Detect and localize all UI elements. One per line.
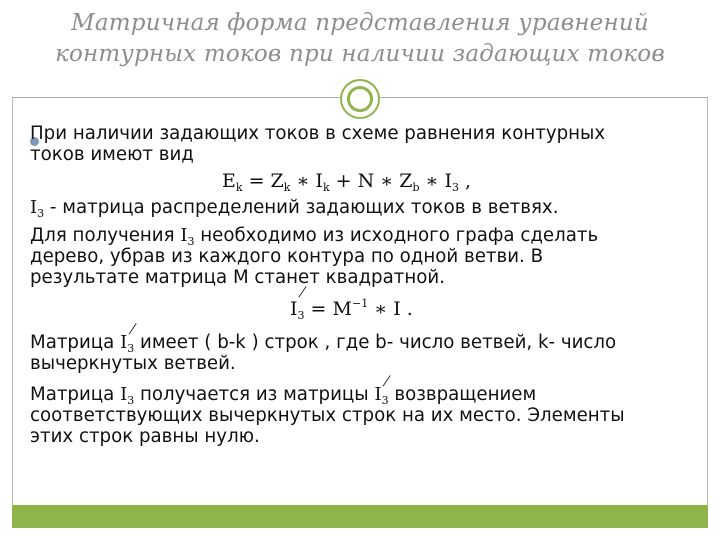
- p5-symbol-2-letter: I: [374, 384, 382, 405]
- eq1-E: E: [222, 170, 236, 192]
- paragraph-5-line-3: этих строк равны нулю.: [30, 426, 260, 447]
- eq2-lhs-sub: 3: [297, 309, 305, 322]
- eq1-N: N: [357, 170, 375, 192]
- equation-contour-currents: [222, 170, 471, 194]
- eq2-M-exponent: −1: [351, 297, 369, 310]
- p4-symbol: [120, 322, 138, 353]
- eq1-Zb: Z: [399, 170, 413, 192]
- eq2-lhs: [290, 285, 308, 320]
- eq1-star-2: ∗: [374, 170, 400, 192]
- p5-symbol-2: [374, 374, 392, 405]
- eq2-equals: =: [304, 298, 333, 320]
- p2-symbol-sub: 3: [37, 207, 45, 220]
- p4-text-a: Матрица: [30, 332, 121, 353]
- eq2-rhs: I .: [393, 298, 413, 320]
- p5-prime-mark: /: [381, 374, 392, 389]
- paragraph-1-line-1: При наличии задающих токов в схеме равнения контурных: [30, 123, 606, 144]
- eq1-I: I: [315, 170, 323, 192]
- eq2-M: M: [332, 298, 352, 320]
- equation-i3-prime: [290, 285, 413, 322]
- p4-text-b: имеет ( b-k ) строк , где b- число ветвей, k- число: [134, 332, 617, 353]
- p3-text-b: необходимо из исходного графа сделать: [194, 225, 599, 246]
- paragraph-1-line-2: токов имеют вид: [30, 144, 194, 165]
- paragraph-2: [30, 198, 558, 224]
- eq1-I3: I: [444, 170, 452, 192]
- p5-symbol: I: [120, 384, 128, 405]
- p4-symbol-sub: 3: [127, 342, 135, 355]
- eq1-equals: =: [242, 170, 271, 192]
- eq1-Zb-sub: b: [412, 181, 420, 194]
- p3-symbol-sub: 3: [187, 235, 195, 248]
- eq2-star: ∗: [368, 298, 394, 320]
- p4-symbol-letter: I: [120, 332, 128, 353]
- paragraph-3-line-3: результате матрица М станет квадратной.: [30, 267, 445, 288]
- eq1-Z: Z: [270, 170, 284, 192]
- paragraph-4-line-2: вычеркнутых ветвей.: [30, 353, 236, 374]
- p5-text-b: получается из матрицы: [134, 384, 375, 405]
- p5-text-a: Матрица: [30, 384, 121, 405]
- footer-accent-bar: [12, 505, 708, 528]
- p2-symbol: I: [30, 197, 38, 218]
- p5-symbol-2-sub: 3: [381, 394, 389, 407]
- eq1-I3-sub: 3: [452, 181, 459, 194]
- p3-text-a: Для получения: [30, 225, 181, 246]
- eq1-Z-sub: k: [283, 181, 291, 194]
- eq1-E-sub: k: [235, 181, 243, 194]
- p3-symbol: I: [180, 225, 188, 246]
- page-title-line-1: Матричная форма представления уравнений: [71, 10, 649, 36]
- ring-ornament-inner: [347, 86, 373, 112]
- paragraph-5-line-2: соответствующих вычеркнутых строк на их место. Элементы: [30, 405, 625, 426]
- eq1-I-sub: k: [322, 181, 330, 194]
- p5-text-c: возвращением: [388, 384, 537, 405]
- eq1-plus: +: [329, 170, 358, 192]
- eq1-comma: ,: [459, 170, 472, 192]
- p5-symbol-sub: 3: [127, 394, 135, 407]
- eq1-star-1: ∗: [290, 170, 316, 192]
- eq2-prime-mark: /: [297, 285, 308, 300]
- eq2-lhs-symbol: I: [290, 298, 298, 320]
- eq1-star-3: ∗: [419, 170, 445, 192]
- p2-text: - матрица распределений задающих токов в ветвях.: [44, 197, 559, 218]
- page-title-line-2: контурных токов при наличии задающих токов: [55, 41, 665, 67]
- p4-prime-mark: /: [127, 322, 138, 337]
- paragraph-3-line-2: дерево, убрав из каждого контура по одной ветви. В: [30, 246, 544, 267]
- ring-ornament-icon: [340, 79, 380, 119]
